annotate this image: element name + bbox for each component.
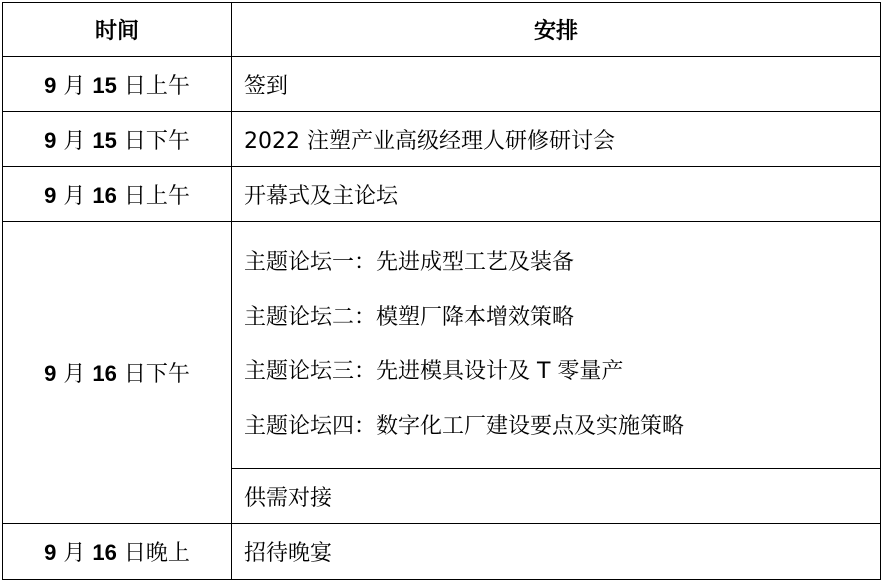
header-plan: 安排 xyxy=(232,3,881,57)
date-month: 9 xyxy=(44,361,57,386)
date-month: 9 xyxy=(44,540,57,565)
period-label: 日晚上 xyxy=(123,541,190,566)
forum-item: 主题论坛四：数字化工厂建设要点及实施策略 xyxy=(244,413,685,439)
period-label: 日上午 xyxy=(123,183,190,209)
time-cell xyxy=(3,57,232,112)
schedule-table xyxy=(2,2,881,580)
date-day: 15 xyxy=(92,72,117,98)
period-label: 日上午 xyxy=(123,73,190,99)
date-month: 9 xyxy=(44,72,57,98)
month-label: 月 xyxy=(63,362,86,387)
plan-cell: 开幕式及主论坛 xyxy=(232,167,881,222)
date-day: 16 xyxy=(92,540,117,565)
date-day: 16 xyxy=(92,182,117,208)
period-label: 日下午 xyxy=(123,128,190,154)
month-label: 月 xyxy=(63,128,86,154)
month-label: 月 xyxy=(63,183,86,209)
time-cell xyxy=(3,112,232,167)
plan-cell: 2022 注塑产业高级经理人研修研讨会 xyxy=(232,112,881,167)
table-row xyxy=(3,57,881,112)
time-cell xyxy=(3,222,232,524)
forum-item: 主题论坛三：先进模具设计及 T 零量产 xyxy=(244,359,624,384)
time-cell xyxy=(3,167,232,222)
forum-item: 主题论坛一：先进成型工艺及装备 xyxy=(244,250,575,275)
date-month: 9 xyxy=(44,182,57,208)
plan-cell: 签到 xyxy=(232,57,881,112)
month-label: 月 xyxy=(63,73,86,99)
table-row xyxy=(3,112,881,167)
period-label: 日下午 xyxy=(123,362,190,387)
forum-list xyxy=(232,222,881,469)
header-time: 时间 xyxy=(3,3,232,57)
time-cell xyxy=(3,524,232,580)
plan-cell: 招待晚宴 xyxy=(232,524,881,580)
table-row xyxy=(3,524,881,580)
date-day: 15 xyxy=(92,127,117,153)
table-row xyxy=(3,222,881,469)
forum-item: 主题论坛二：模塑厂降本增效策略 xyxy=(244,304,575,330)
month-label: 月 xyxy=(63,541,86,566)
plan-cell: 供需对接 xyxy=(232,469,881,524)
date-month: 9 xyxy=(44,127,57,153)
table-row xyxy=(3,167,881,222)
date-day: 16 xyxy=(92,361,117,386)
header-row xyxy=(3,3,881,57)
